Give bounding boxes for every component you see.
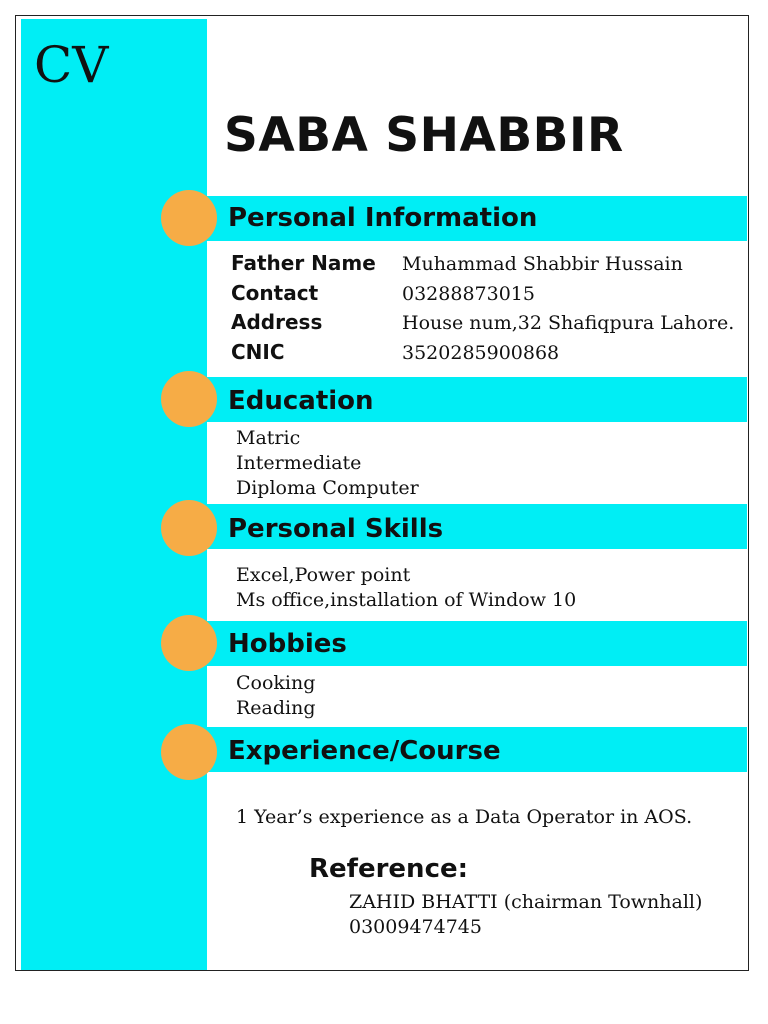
experience-bullet-icon (161, 724, 217, 780)
info-value: 03288873015 (402, 283, 535, 305)
sidebar (21, 19, 207, 970)
list-item: Intermediate (236, 452, 362, 474)
info-value: House num,32 Shafiqpura Lahore. (402, 312, 735, 334)
cv-page (15, 15, 749, 971)
reference-name: ZAHID BHATTI (chairman Townhall) (349, 891, 703, 913)
personal-info-bullet-icon (161, 190, 217, 246)
hobbies-bullet-icon (161, 615, 217, 671)
info-value: Muhammad Shabbir Hussain (402, 253, 683, 275)
personal-info-heading: Personal Information (228, 203, 538, 233)
info-label: CNIC (231, 340, 285, 364)
info-value: 3520285900868 (402, 342, 560, 364)
list-item: Reading (236, 697, 316, 719)
list-item: Excel,Power point (236, 564, 411, 586)
list-item: 1 Year’s experience as a Data Operator in AOS. (236, 806, 693, 828)
candidate-name: SABA SHABBIR (224, 108, 624, 163)
reference-phone: 03009474745 (349, 916, 482, 938)
education-list (236, 426, 419, 501)
info-label: Address (231, 310, 323, 334)
hobbies-heading: Hobbies (228, 629, 347, 659)
skills-list (236, 563, 576, 613)
list-item: Ms office,installation of Window 10 (236, 589, 577, 611)
education-heading: Education (228, 386, 374, 416)
list-item: Diploma Computer (236, 477, 419, 499)
cv-label: CV (34, 36, 109, 94)
skills-heading: Personal Skills (228, 514, 444, 544)
education-bullet-icon (161, 371, 217, 427)
list-item: Cooking (236, 672, 316, 694)
skills-bullet-icon (161, 500, 217, 556)
reference-heading: Reference: (309, 854, 469, 884)
info-label: Contact (231, 281, 319, 305)
hobbies-list (236, 671, 316, 721)
experience-heading: Experience/Course (228, 736, 501, 766)
list-item: Matric (236, 427, 301, 449)
experience-list (236, 805, 692, 830)
info-label: Father Name (231, 251, 376, 275)
reference-details (349, 890, 702, 940)
